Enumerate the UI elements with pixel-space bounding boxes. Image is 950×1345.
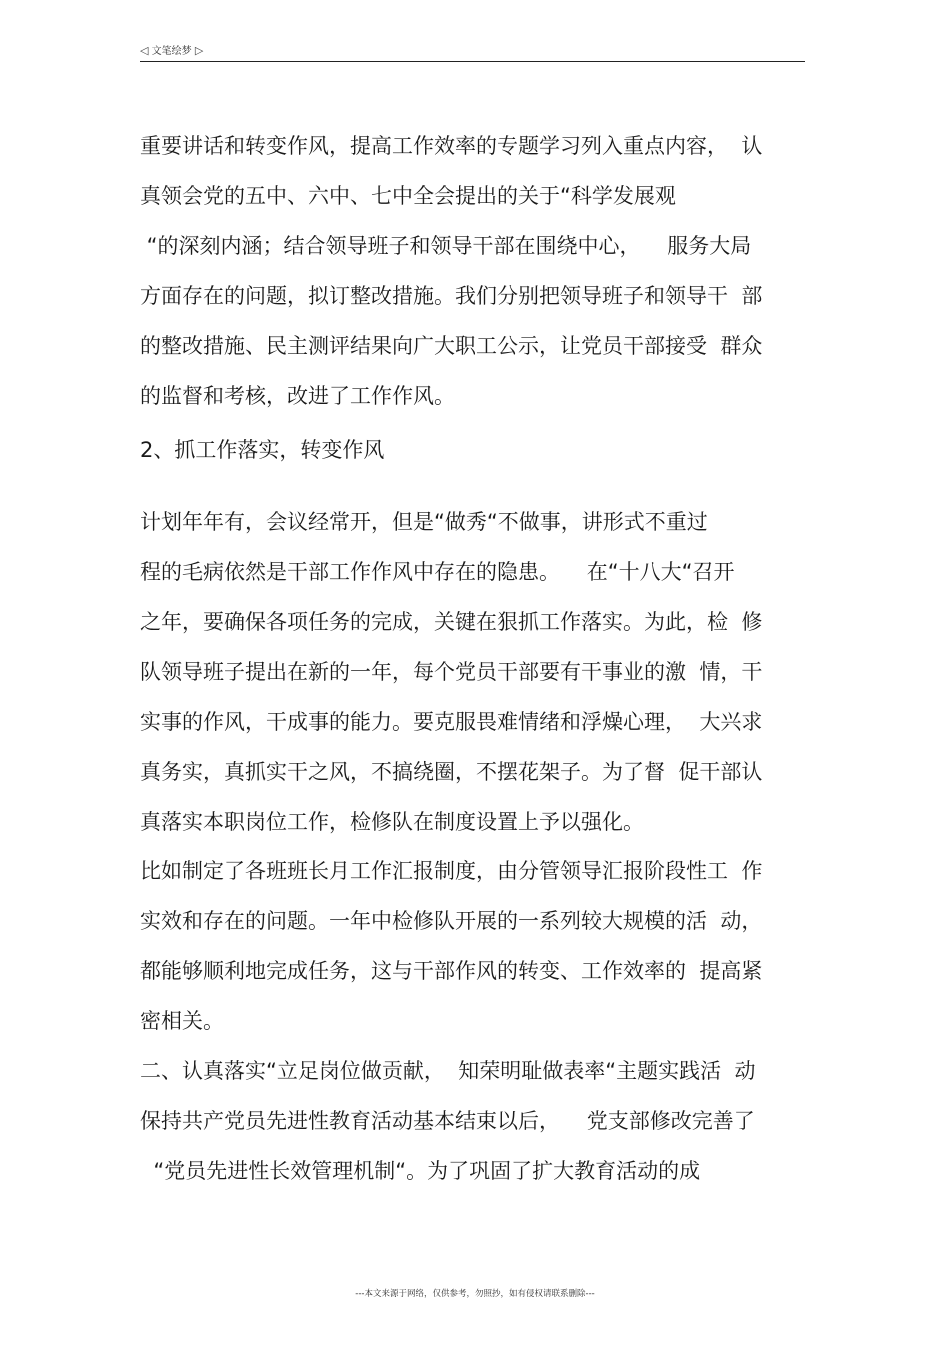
text-line: 计划年年有，会议经常开，但是“做秀“不做事，讲形式不重过 <box>140 510 708 534</box>
header-title: 文笔绘梦 <box>151 46 192 57</box>
text-line: 的整改措施、民主测评结果向广大职工公示，让党员干部接受 群众 <box>140 334 763 358</box>
left-triangle-icon: ◁ <box>140 44 149 57</box>
text-line: “的深刻内涵；结合领导班子和领导干部在围绕中心， 服务大局 <box>140 234 752 258</box>
text-line: 之年，要确保各项任务的完成，关键在狠抓工作落实。为此，检 修 <box>140 610 763 634</box>
text-line: 比如制定了各班班长月工作汇报制度，由分管领导汇报阶段性工 作 <box>140 859 763 883</box>
text-line: 实事的作风，干成事的能力。要克服畏难情绪和浮燥心理， 大兴求 <box>140 710 763 734</box>
right-triangle-icon: ▷ <box>194 44 204 57</box>
text-line: 方面存在的问题，拟订整改措施。我们分别把领导班子和领导干 部 <box>140 284 763 308</box>
section-heading: 2、抓工作落实，转变作风 <box>140 438 385 462</box>
page-header <box>140 44 805 62</box>
text-line: 重要讲话和转变作风，提高工作效率的专题学习列入重点内容， 认 <box>140 134 763 158</box>
text-line: 都能够顺利地完成任务，这与干部作风的转变、工作效率的 提高紧 <box>140 959 763 983</box>
section-heading: 二、认真落实“立足岗位做贡献， 知荣明耻做表率“主题实践活 动 <box>140 1059 756 1083</box>
text-line: 队领导班子提出在新的一年，每个党员干部要有干事业的激 情，干 <box>140 660 763 684</box>
text-line: 真领会党的五中、六中、七中全会提出的关于“科学发展观 <box>140 184 676 208</box>
text-line: 真落实本职岗位工作，检修队在制度设置上予以强化。 <box>140 810 644 834</box>
text-line: 实效和存在的问题。一年中检修队开展的一系列较大规模的活 动， <box>140 909 763 933</box>
text-line: 保持共产党员先进性教育活动基本结束以后， 党支部修改完善了 <box>140 1109 755 1133</box>
text-line: “党员先进性长效管理机制“。为了巩固了扩大教育活动的成 <box>140 1159 701 1183</box>
header-divider <box>140 61 805 62</box>
text-line: 的监督和考核，改进了工作作风。 <box>140 384 455 408</box>
footer-disclaimer: ---本文来源于网络，仅供参考，勿照抄，如有侵权请联系删除--- <box>355 1289 595 1299</box>
text-line: 真务实，真抓实干之风，不搞绕圈，不摆花架子。为了督 促干部认 <box>140 760 763 784</box>
text-line: 程的毛病依然是干部工作作风中存在的隐患。 在“十八大“召开 <box>140 560 735 584</box>
text-line: 密相关。 <box>140 1009 224 1033</box>
